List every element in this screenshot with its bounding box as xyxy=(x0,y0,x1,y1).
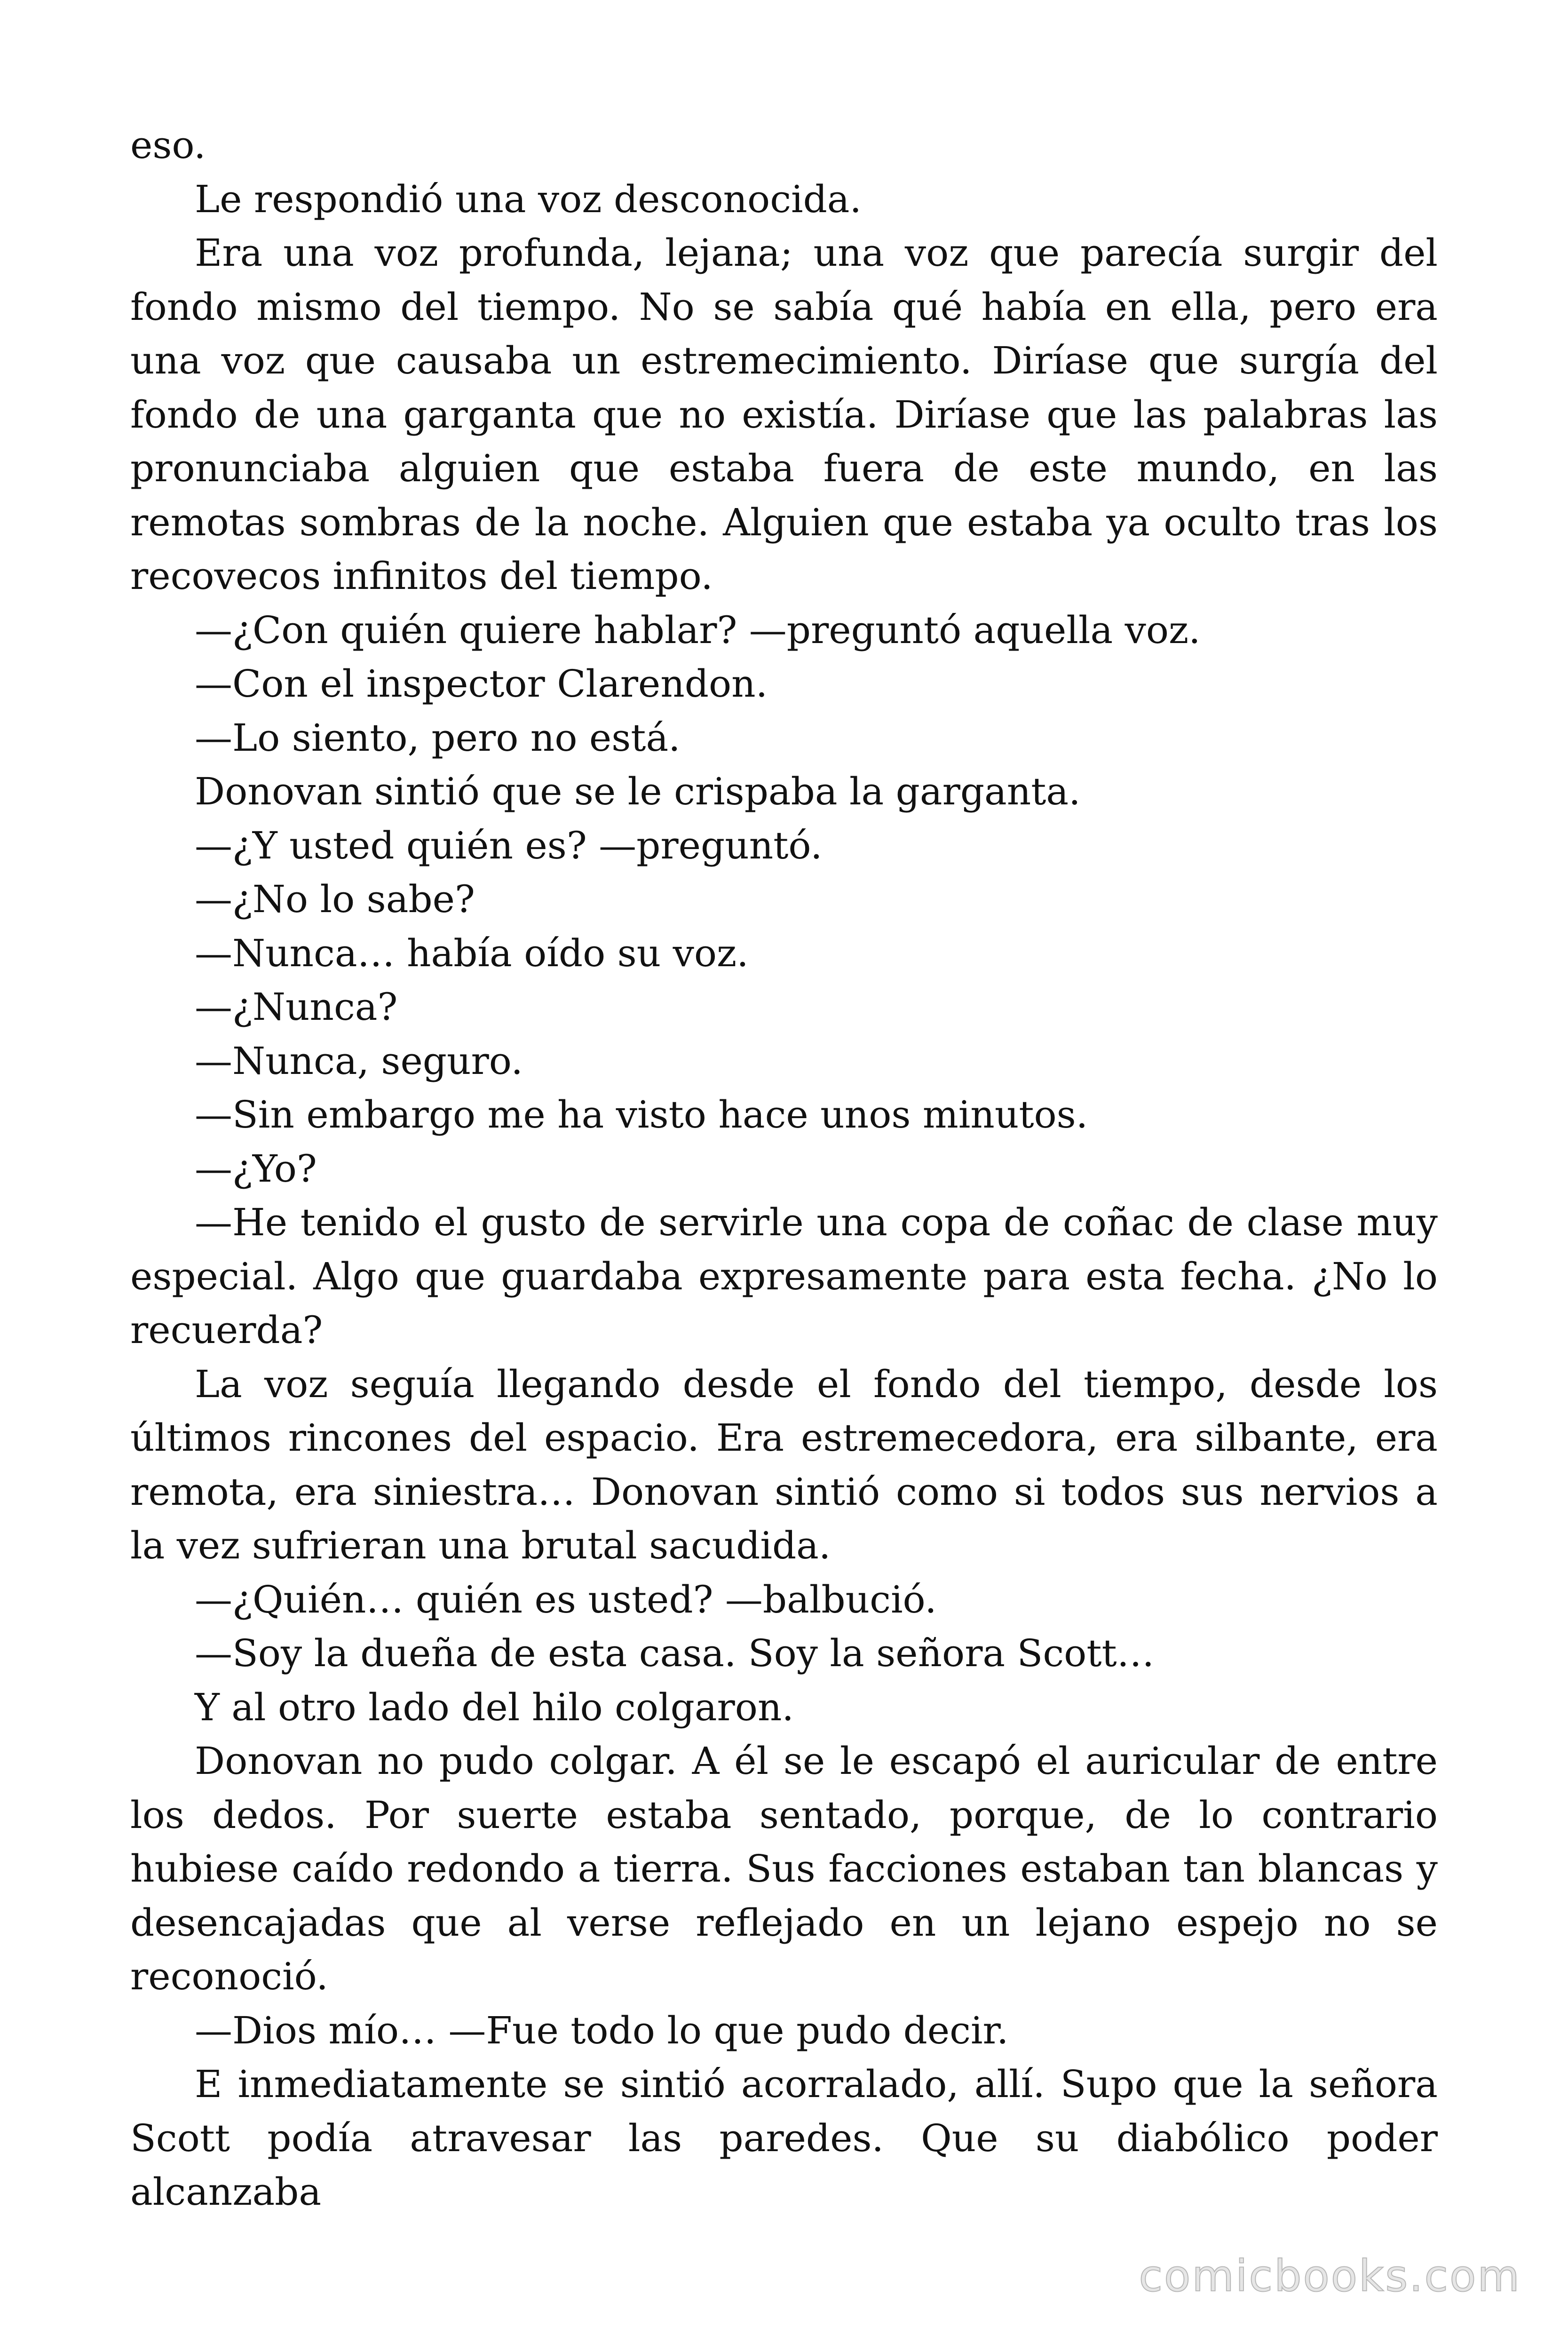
paragraph: Donovan sintió que se le crispaba la garganta. xyxy=(195,770,1081,813)
paragraph: —Dios mío… —Fue todo lo que pudo decir. xyxy=(195,2008,1009,2052)
paragraph: —Soy la dueña de esta casa. Soy la señora Scott… xyxy=(195,1631,1155,1675)
paragraph: Le respondió una voz desconocida. xyxy=(195,177,862,221)
paragraph: —Sin embargo me ha visto hace unos minutos. xyxy=(195,1093,1088,1136)
paragraph: —¿No lo sabe? xyxy=(195,877,475,921)
paragraph: Era una voz profunda, lejana; una voz que parecía surgir del fondo mismo del tiempo. No se sabía qué había en ella, pero era una voz que causaba un estremecimiento. Diríase que surgía del fondo de una garganta que no existía. Diríase que las palabras las pronunciaba alguien que estaba fuera de este mundo, en las remotas sombras de la noche. Alguien que estaba ya oculto tras los recovecos infinitos del tiempo. xyxy=(130,231,1438,598)
paragraph: —¿Quién… quién es usted? —balbució. xyxy=(195,1577,937,1621)
paragraph: —Con el inspector Clarendon. xyxy=(195,662,768,706)
paragraph: Donovan no pudo colgar. A él se le escapó el auricular de entre los dedos. Por suerte estaba sentado, porque, de lo contrario hubiese caído redondo a tierra. Sus facciones estaban tan blancas y desencajadas que al verse reflejado en un lejano espejo no se reconoció. xyxy=(130,1739,1438,1998)
paragraph: eso. xyxy=(130,123,206,167)
paragraph: —¿Y usted quién es? —preguntó. xyxy=(195,823,823,867)
paragraph: —¿Con quién quiere hablar? —preguntó aquella voz. xyxy=(195,608,1201,652)
paragraph: La voz seguía llegando desde el fondo del tiempo, desde los últimos rincones del espacio. Era estremecedora, era silbante, era remota, era siniestra… Donovan sintió como si todos sus nervios a la vez sufrieran una brutal sacudida. xyxy=(130,1362,1438,1567)
paragraph: —Nunca, seguro. xyxy=(195,1039,523,1083)
paragraph: —Nunca… había oído su voz. xyxy=(195,931,749,975)
watermark: comicbooks.com xyxy=(1139,2251,1521,2301)
paragraph: —¿Yo? xyxy=(195,1146,317,1191)
paragraph: —Lo siento, pero no está. xyxy=(195,715,681,760)
page-body-text xyxy=(130,119,1438,2219)
paragraph: Y al otro lado del hilo colgaron. xyxy=(195,1685,794,1729)
paragraph: —¿Nunca? xyxy=(195,985,398,1029)
paragraph: E inmediatamente se sintió acorralado, allí. Supo que la señora Scott podía atravesar las paredes. Que su diabólico poder alcanzaba xyxy=(130,2062,1438,2214)
paragraph: —He tenido el gusto de servirle una copa de coñac de clase muy especial. Algo que guardaba expresamente para esta fecha. ¿No lo recuerda? xyxy=(130,1200,1438,1352)
